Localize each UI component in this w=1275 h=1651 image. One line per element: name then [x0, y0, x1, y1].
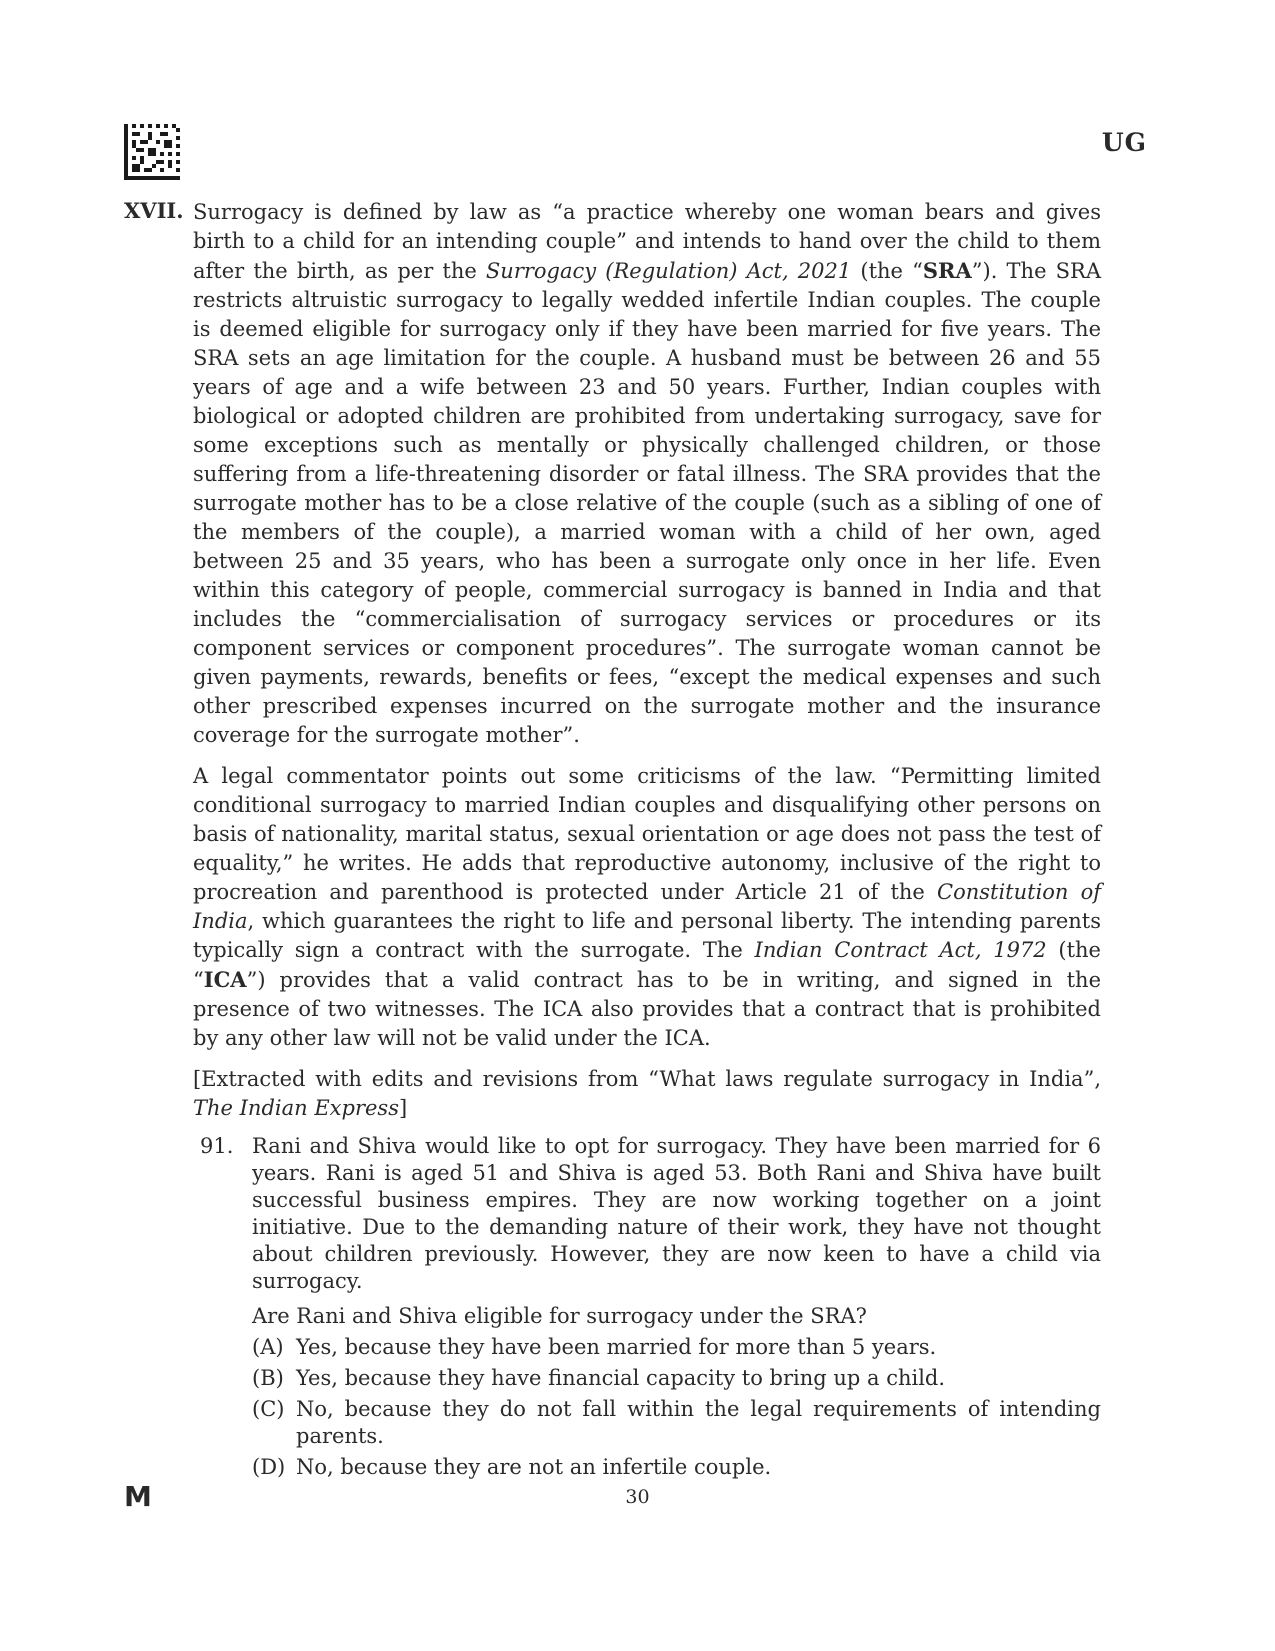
answer-options — [252, 1334, 1101, 1481]
abbreviation-ica: ICA — [203, 967, 247, 992]
option-text: Yes, because they have financial capacity to bring up a child. — [296, 1366, 946, 1390]
option-d[interactable] — [252, 1454, 1101, 1481]
option-text: No, because they do not fall within the legal requirements of intending parents. — [296, 1397, 1101, 1448]
passage-text: A legal commentator points out some criticisms of the law. “Permitting limited conditional surrogacy to married Indian couples and disqualifying other persons on basis of nationality, marital status, sexual orientation or age does not pass the test of equality,” he writes. He adds that reproductive autonomy, inclusive of the right to procreation and parenthood is protected under Article 21 of the — [193, 764, 1101, 904]
option-text: Yes, because they have been married for more than 5 years. — [296, 1335, 937, 1359]
option-c[interactable] — [252, 1396, 1101, 1450]
set-code: M — [124, 1480, 152, 1513]
publication-title: The Indian Express — [193, 1096, 399, 1120]
question-prompt: Are Rani and Shiva eligible for surrogacy under the SRA? — [252, 1304, 867, 1328]
series-code: UG — [1101, 128, 1147, 157]
question-text: Rani and Shiva would like to opt for surrogacy. They have been married for 6 years. Rani is aged 51 and Shiva is aged 53. Both Rani and Shiva have built successful business empires. They are now working together on a joint initiative. Due to the demanding nature of their work, they have not thought about children previously. However, they are now keen to have a child via surrogacy. — [252, 1134, 1101, 1293]
act-title: Surrogacy (Regulation) Act, 2021 — [485, 259, 852, 283]
option-label: (C) — [252, 1397, 285, 1421]
passage-text: (the “ — [851, 259, 923, 283]
option-label: (A) — [252, 1335, 284, 1359]
option-a[interactable] — [252, 1334, 1101, 1361]
option-b[interactable] — [252, 1365, 1101, 1392]
passage-text: ”). The SRA restricts altruistic surrogacy to legally wedded infertile Indian couples. The couple is deemed eligible for surrogacy only if they have been married for five years. The SRA sets an age limitation for the couple. A husband must be between 26 and 55 years of age and a wife between 23 and 50 years. Further, Indian couples with biological or adopted children are prohibited from undertaking surrogacy, save for some exceptions such as mentally or physically challenged children, or those suffering from a life-threatening disorder or fatal illness. The SRA provides that the surrogate mother has to be a close relative of the couple (such as a sibling of one of the members of the couple), a married woman with a child of her own, aged between 25 and 35 years, who has been a surrogate only once in her life. Even within this category of people, commercial surrogacy is banned in India and that includes the “commercialisation of surrogacy services or procedures or its component services or component procedures”. The surrogate woman cannot be given payments, rewards, benefits or fees, “except the medical expenses and such other prescribed expenses incurred on the surrogate mother and the insurance coverage for the surrogate mother”. — [193, 259, 1102, 747]
constitution-title: Constitution of India — [193, 880, 1102, 933]
source-text: ] — [398, 1096, 408, 1120]
passage-text: ”) provides that a valid contract has to be in writing, and signed in the presence of two witnesses. The ICA also provides that a contract that is prohibited by any other law will not be valid under the ICA. — [193, 968, 1101, 1050]
act-title: Indian Contract Act, 1972 — [754, 938, 1047, 962]
question-number: 91. — [200, 1134, 234, 1158]
passage — [193, 198, 1101, 1135]
passage-number: XVII. — [124, 198, 184, 223]
passage-source — [193, 1065, 1101, 1123]
passage-text: (the “ — [193, 938, 1101, 992]
passage-paragraph-2 — [193, 762, 1101, 1053]
passage-text: Surrogacy is defined by law as “a practice whereby one woman bears and gives birth to a child for an intending couple” and intends to hand over the child to them after the birth, as per the — [193, 200, 1101, 283]
option-label: (B) — [252, 1366, 284, 1390]
source-text: [Extracted with edits and revisions from “What laws regulate surrogacy in India”, — [193, 1067, 1101, 1091]
option-label: (D) — [252, 1455, 286, 1479]
passage-text: , which guarantees the right to life and personal liberty. The intending parents typically sign a contract with the surrogate. The — [193, 909, 1101, 962]
question-91 — [200, 1133, 1101, 1485]
page-number: 30 — [625, 1486, 650, 1508]
qr-code-icon — [124, 124, 180, 180]
passage-paragraph-1 — [193, 198, 1101, 750]
option-text: No, because they are not an infertile couple. — [296, 1455, 772, 1479]
abbreviation-sra: SRA — [922, 258, 972, 283]
